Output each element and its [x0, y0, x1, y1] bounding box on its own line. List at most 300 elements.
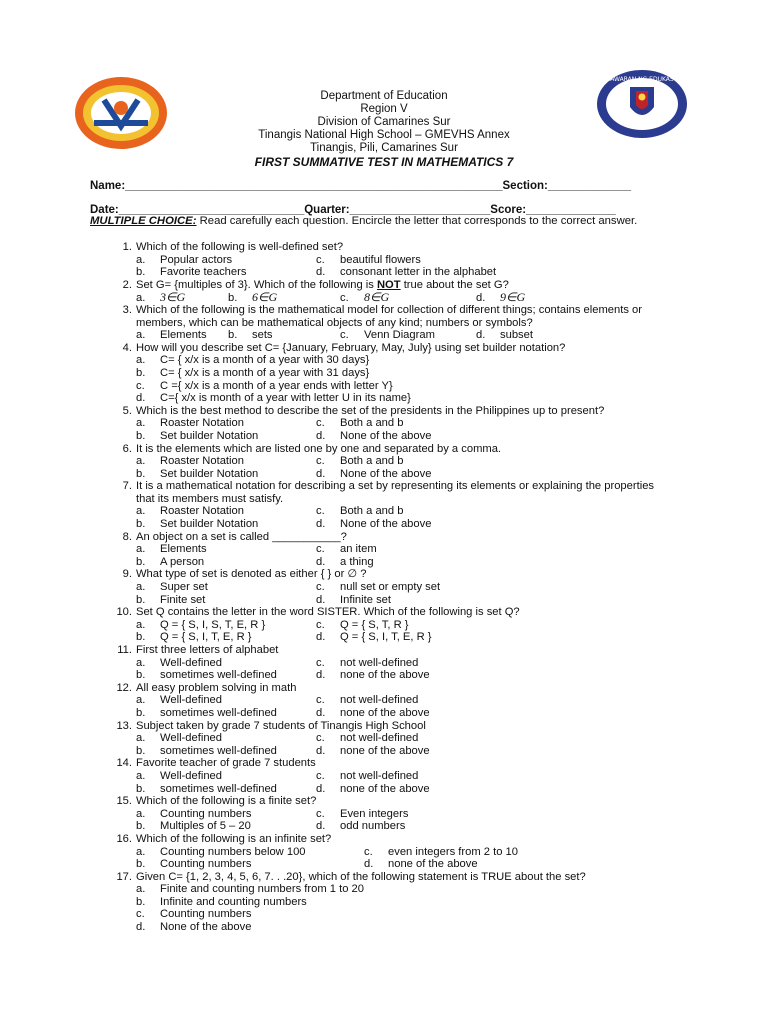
- choice-letter: a.: [136, 354, 146, 367]
- question-item: [112, 644, 672, 682]
- answer-choice[interactable]: [316, 657, 418, 670]
- answer-choice[interactable]: [136, 518, 258, 531]
- question-item: [112, 757, 672, 795]
- answer-choice[interactable]: [316, 505, 403, 518]
- question-number: 11.: [117, 644, 132, 656]
- choice-text: not well-defined: [340, 656, 419, 669]
- choice-letter: b.: [228, 292, 238, 305]
- answer-choice[interactable]: [316, 820, 405, 833]
- question-number: 5.: [122, 404, 132, 417]
- question-text: Which of the following is a finite set?: [136, 795, 317, 808]
- question-number: 14.: [116, 757, 132, 770]
- choices-row: [112, 329, 672, 342]
- choice-letter: b.: [228, 329, 238, 342]
- choice-letter: c.: [316, 769, 325, 782]
- choices-row: [112, 846, 672, 859]
- choices-row: [112, 808, 672, 821]
- question-text: What type of set is denoted as either { } or ∅ ?: [136, 568, 367, 581]
- choices-row: [112, 455, 672, 468]
- choice-text: beautiful flowers: [340, 253, 421, 266]
- choices-row: [112, 883, 672, 896]
- choice-letter: a.: [136, 543, 146, 556]
- answer-choice[interactable]: [364, 858, 478, 871]
- choice-letter: b.: [136, 593, 146, 606]
- answer-choice[interactable]: [364, 846, 518, 859]
- choice-text: Infinite set: [340, 593, 391, 606]
- choices-row: [112, 732, 672, 745]
- choice-text: Finite and counting numbers from 1 to 20: [160, 883, 364, 896]
- choice-letter: b.: [136, 706, 146, 719]
- choice-text: Counting numbers below 100: [160, 845, 306, 858]
- choice-text: C= { x/x is a month of a year with 30 days}: [160, 354, 370, 367]
- choice-letter: d.: [364, 858, 374, 871]
- question-text: Which of the following is the mathematical model for collection of different things; contains elements or members, which can be mathematical objects of any kind; numbers or symbols?: [136, 303, 642, 329]
- question-stem: [112, 644, 672, 657]
- answer-choice[interactable]: [316, 468, 431, 481]
- answer-choice[interactable]: [136, 707, 277, 720]
- choice-text: Roaster Notation: [160, 455, 244, 468]
- choice-text: none of the above: [340, 782, 430, 795]
- choice-text: Well-defined: [160, 694, 222, 707]
- choice-letter: a.: [136, 769, 146, 782]
- question-number: 2.: [122, 278, 132, 291]
- choice-text: 9∈G: [500, 290, 526, 305]
- question-number: 15.: [116, 795, 132, 808]
- choice-text: sets: [252, 329, 273, 342]
- choice-text: Counting numbers: [160, 858, 252, 871]
- answer-choice[interactable]: [316, 783, 430, 796]
- choice-text: None of the above: [340, 467, 432, 480]
- question-stem: [112, 405, 672, 418]
- choice-letter: d.: [316, 266, 326, 279]
- choice-text: Counting numbers: [160, 908, 252, 921]
- choices-row: [112, 657, 672, 670]
- choice-text: Even integers: [340, 807, 409, 820]
- choice-text: Well-defined: [160, 769, 222, 782]
- answer-choice[interactable]: [136, 783, 277, 796]
- answer-choice[interactable]: [136, 291, 185, 305]
- answer-choice[interactable]: [316, 669, 430, 682]
- question-stem: [112, 480, 672, 505]
- choice-text: Super set: [160, 581, 208, 594]
- choice-text: odd numbers: [340, 820, 406, 833]
- choice-text: Well-defined: [160, 732, 222, 745]
- choices-row: [112, 543, 672, 556]
- header-line-address: Tinangis, Pili, Camarines Sur: [310, 142, 458, 154]
- answer-choice[interactable]: [136, 745, 277, 758]
- choices-row: [112, 367, 672, 380]
- choice-letter: c.: [316, 417, 325, 430]
- choice-letter: d.: [136, 392, 146, 405]
- choice-letter: a.: [136, 253, 146, 266]
- choices-row: [112, 669, 672, 682]
- choice-text: Q = { S, T, R }: [340, 618, 409, 631]
- choice-text: sometimes well-defined: [160, 744, 277, 757]
- choice-letter: d.: [476, 329, 486, 342]
- answer-choice[interactable]: [136, 846, 306, 859]
- choice-letter: b.: [136, 782, 146, 795]
- choice-letter: c.: [316, 455, 325, 468]
- choice-letter: b.: [136, 744, 146, 757]
- answer-choice[interactable]: [340, 329, 435, 342]
- choice-text: none of the above: [340, 744, 430, 757]
- choice-letter: d.: [316, 782, 326, 795]
- choice-letter: c.: [316, 694, 325, 707]
- choices-row: [112, 858, 672, 871]
- question-item: [112, 241, 672, 279]
- answer-choice[interactable]: [136, 896, 307, 909]
- question-text: How will you describe set C= {January, February, May, July} using set builder notation?: [136, 341, 566, 354]
- choice-letter: c.: [316, 656, 325, 669]
- choice-letter: d.: [316, 555, 326, 568]
- question-text: Which of the following is an infinite set?: [136, 832, 332, 845]
- choice-text: Both a and b: [340, 417, 404, 430]
- answer-choice[interactable]: [136, 694, 222, 707]
- answer-choice[interactable]: [476, 329, 533, 342]
- question-stem: [112, 342, 672, 355]
- answer-choice[interactable]: [136, 417, 244, 430]
- choices-row: [112, 921, 672, 934]
- choices-row: [112, 468, 672, 481]
- answer-choice[interactable]: [340, 291, 389, 305]
- choice-letter: b.: [136, 895, 146, 908]
- answer-choice[interactable]: [136, 455, 244, 468]
- answer-choice[interactable]: [136, 354, 369, 367]
- question-item: [112, 833, 672, 871]
- answer-choice[interactable]: [316, 430, 431, 443]
- question-text: Set Q contains the letter in the word SISTER. Which of the following is set Q?: [136, 606, 520, 619]
- question-stem: [112, 606, 672, 619]
- choices-row: [112, 392, 672, 405]
- question-stem: [112, 443, 672, 456]
- question-item: [112, 568, 672, 606]
- answer-choice[interactable]: [316, 581, 440, 594]
- choice-text: 8∈G: [364, 290, 390, 305]
- answer-choice[interactable]: [136, 921, 251, 934]
- choice-letter: d.: [316, 518, 326, 531]
- choice-letter: b.: [136, 429, 146, 442]
- choice-text: Favorite teachers: [160, 266, 247, 279]
- choice-letter: a.: [136, 455, 146, 468]
- question-text-part: Set G= {multiples of 3}. Which of the following is: [136, 278, 377, 291]
- date-quarter-score-field[interactable]: Date:_____________________________Quarter:______________________Score:______________: [90, 204, 616, 216]
- multiple-choice-label: MULTIPLE CHOICE:: [90, 215, 197, 227]
- question-stem: [112, 682, 672, 695]
- question-item: [112, 443, 672, 481]
- instructions: [90, 215, 682, 228]
- question-number: 7.: [122, 480, 132, 493]
- question-text: First three letters of alphabet: [136, 644, 279, 656]
- question-number: 6.: [122, 442, 132, 455]
- answer-choice[interactable]: [136, 732, 222, 745]
- choice-text: Infinite and counting numbers: [160, 895, 307, 908]
- choice-letter: d.: [316, 669, 326, 682]
- answer-choice[interactable]: [476, 291, 525, 305]
- choice-text: Q = { S, I, T, E, R }: [160, 631, 252, 644]
- choices-row: [112, 291, 672, 304]
- answer-choice[interactable]: [316, 631, 432, 644]
- question-stem: [112, 241, 672, 254]
- choice-text: Counting numbers: [160, 807, 252, 820]
- choice-letter: a.: [136, 618, 146, 631]
- choice-text: 3∈G: [160, 290, 186, 305]
- choice-text: Q = { S, I, S, T, E, R }: [160, 618, 266, 631]
- choices-row: [112, 380, 672, 393]
- choice-letter: a.: [136, 329, 146, 342]
- choice-letter: b.: [136, 669, 146, 682]
- question-text: Which is the best method to describe the set of the presidents in the Philippines up to present?: [136, 404, 605, 417]
- answer-choice[interactable]: [136, 430, 258, 443]
- answer-choice[interactable]: [316, 770, 418, 783]
- question-number: 13.: [116, 719, 132, 732]
- answer-choice[interactable]: [228, 329, 273, 342]
- choices-row: [112, 505, 672, 518]
- answer-choice[interactable]: [136, 543, 207, 556]
- answer-choice[interactable]: [136, 392, 411, 405]
- choice-letter: b.: [136, 631, 146, 644]
- choice-letter: b.: [136, 858, 146, 871]
- answer-choice[interactable]: [136, 581, 208, 594]
- choice-text: Roaster Notation: [160, 505, 244, 518]
- question-stem: [112, 757, 672, 770]
- choice-text: Q = { S, I, T, E, R }: [340, 631, 432, 644]
- choice-text: not well-defined: [340, 732, 419, 745]
- choice-letter: c.: [136, 908, 145, 921]
- choice-letter: a.: [136, 807, 146, 820]
- question-emphasis: NOT: [376, 278, 401, 291]
- question-text: It is the elements which are listed one by one and separated by a comma.: [136, 442, 502, 455]
- choices-row: [112, 631, 672, 644]
- question-item: [112, 279, 672, 304]
- answer-choice[interactable]: [316, 694, 418, 707]
- choice-letter: d.: [316, 429, 326, 442]
- answer-choice[interactable]: [136, 820, 251, 833]
- answer-choice[interactable]: [316, 455, 403, 468]
- question-number: 10.: [116, 606, 132, 619]
- question-item: [112, 682, 672, 720]
- choice-letter: b.: [136, 820, 146, 833]
- answer-choice[interactable]: [316, 745, 430, 758]
- answer-choice[interactable]: [316, 619, 409, 632]
- answer-choice[interactable]: [316, 556, 374, 569]
- choice-letter: a.: [136, 845, 146, 858]
- choice-text: Elements: [160, 543, 207, 556]
- choice-letter: a.: [136, 581, 146, 594]
- choice-text: C ={ x/x is a month of a year ends with letter Y}: [160, 379, 393, 392]
- answer-choice[interactable]: [136, 619, 265, 632]
- choices-row: [112, 770, 672, 783]
- choice-text: consonant letter in the alphabet: [340, 266, 497, 279]
- question-number: 1.: [122, 241, 132, 253]
- answer-choice[interactable]: [136, 858, 251, 871]
- choice-letter: b.: [136, 555, 146, 568]
- choice-letter: a.: [136, 883, 146, 896]
- answer-choice[interactable]: [136, 594, 205, 607]
- question-number: 12.: [116, 681, 132, 694]
- answer-choice[interactable]: [136, 367, 369, 380]
- choice-letter: c.: [316, 543, 325, 556]
- choice-letter: d.: [316, 593, 326, 606]
- header-line-school: Tinangis National High School – GMEVHS Annex: [258, 129, 510, 141]
- question-item: [112, 871, 672, 934]
- choice-text: Roaster Notation: [160, 417, 244, 430]
- question-item: [112, 720, 672, 758]
- choice-text: null set or empty set: [340, 581, 441, 594]
- choice-letter: c.: [136, 379, 145, 392]
- choices-row: [112, 783, 672, 796]
- choices-row: [112, 820, 672, 833]
- question-stem: [112, 531, 672, 544]
- answer-choice[interactable]: [136, 329, 207, 342]
- choice-letter: d.: [316, 706, 326, 719]
- answer-choice[interactable]: [316, 732, 418, 745]
- question-text: Subject taken by grade 7 students of Tinangis High School: [136, 719, 426, 732]
- choice-text: an item: [340, 543, 377, 556]
- answer-choice[interactable]: [136, 380, 393, 393]
- instructions-text: Read carefully each question. Encircle the letter that corresponds to the correct answer.: [196, 215, 638, 227]
- choices-row: [112, 354, 672, 367]
- question-item: [112, 606, 672, 644]
- question-text: [136, 279, 672, 292]
- answer-choice[interactable]: [136, 808, 251, 821]
- answer-choice[interactable]: [316, 594, 391, 607]
- question-text: It is a mathematical notation for describing a set by representing its elements or explaining the properties that its members must satisfy.: [136, 480, 655, 505]
- question-number: 9.: [122, 568, 132, 581]
- choice-text: A person: [160, 555, 205, 568]
- choice-letter: a.: [136, 656, 146, 669]
- choice-letter: a.: [136, 292, 146, 305]
- answer-choice[interactable]: [136, 505, 244, 518]
- question-text: Given C= {1, 2, 3, 4, 5, 6, 7. . .20}, which of the following statement is TRUE about the set?: [136, 870, 586, 883]
- choice-letter: c.: [316, 505, 325, 518]
- choice-text: Venn Diagram: [364, 329, 435, 342]
- choice-letter: b.: [136, 467, 146, 480]
- question-stem: [112, 795, 672, 808]
- choice-text: Multiples of 5 – 20: [160, 820, 251, 833]
- choice-text: None of the above: [340, 429, 432, 442]
- question-stem: [112, 279, 672, 292]
- choice-letter: a.: [136, 417, 146, 430]
- choice-text: None of the above: [160, 921, 252, 934]
- choice-text: 6∈G: [252, 290, 278, 305]
- document-header: [0, 90, 768, 169]
- question-text: Which of the following is well-defined set?: [136, 241, 344, 253]
- choice-letter: d.: [316, 744, 326, 757]
- answer-choice[interactable]: [316, 707, 430, 720]
- question-stem: [112, 304, 672, 329]
- choice-letter: a.: [136, 732, 146, 745]
- choice-text: a thing: [340, 555, 374, 568]
- question-number: 8.: [122, 530, 132, 543]
- answer-choice[interactable]: [136, 669, 277, 682]
- header-line-department: Department of Education: [320, 90, 448, 102]
- choices-row: [112, 896, 672, 909]
- answer-choice[interactable]: [136, 266, 246, 279]
- answer-choice[interactable]: [316, 543, 377, 556]
- question-number: 16.: [116, 832, 132, 845]
- answer-choice[interactable]: [228, 291, 277, 305]
- question-number: 17.: [116, 870, 132, 883]
- choice-letter: c.: [316, 253, 325, 266]
- choice-letter: c.: [364, 845, 373, 858]
- question-list: [112, 241, 672, 934]
- choices-row: [112, 619, 672, 632]
- choice-letter: b.: [136, 518, 146, 531]
- answer-choice[interactable]: [316, 254, 421, 267]
- answer-choice[interactable]: [316, 417, 403, 430]
- choice-text: not well-defined: [340, 769, 419, 782]
- answer-choice[interactable]: [316, 266, 496, 279]
- choices-row: [112, 254, 672, 267]
- choices-row: [112, 430, 672, 443]
- answer-choice[interactable]: [316, 808, 408, 821]
- answer-choice[interactable]: [136, 254, 232, 267]
- choice-letter: c.: [316, 581, 325, 594]
- question-stem: [112, 871, 672, 884]
- answer-choice[interactable]: [136, 883, 364, 896]
- question-number: 4.: [122, 341, 132, 354]
- question-item: [112, 480, 672, 530]
- choice-text: Elements: [160, 329, 207, 342]
- answer-choice[interactable]: [136, 770, 222, 783]
- header-line-region: Region V: [360, 103, 408, 115]
- choices-row: [112, 745, 672, 758]
- choices-row: [112, 694, 672, 707]
- answer-choice[interactable]: [136, 631, 252, 644]
- choice-text: Well-defined: [160, 656, 222, 669]
- question-text-part: true about the set G?: [400, 278, 509, 291]
- choices-row: [112, 417, 672, 430]
- test-title: FIRST SUMMATIVE TEST IN MATHEMATICS 7: [254, 155, 514, 169]
- answer-choice[interactable]: [136, 657, 222, 670]
- answer-choice[interactable]: [136, 908, 251, 921]
- choice-letter: d.: [476, 292, 486, 305]
- choice-letter: c.: [340, 329, 349, 342]
- question-item: [112, 405, 672, 443]
- question-stem: [112, 568, 672, 581]
- choices-row: [112, 518, 672, 531]
- choice-text: Both a and b: [340, 505, 404, 518]
- deped-seal-text: KAGAWARAN NG EDUKASYON: [597, 76, 687, 83]
- choice-text: none of the above: [340, 669, 430, 682]
- choice-letter: b.: [136, 366, 146, 379]
- choices-row: [112, 594, 672, 607]
- choice-letter: a.: [136, 505, 146, 518]
- choice-letter: c.: [316, 807, 325, 820]
- choice-text: not well-defined: [340, 694, 419, 707]
- question-stem: [112, 833, 672, 846]
- question-number: 3.: [122, 303, 132, 316]
- choice-letter: d.: [136, 921, 146, 934]
- answer-choice[interactable]: [136, 556, 204, 569]
- choices-row: [112, 707, 672, 720]
- answer-choice[interactable]: [136, 468, 258, 481]
- choice-text: Finite set: [160, 593, 206, 606]
- question-item: [112, 795, 672, 833]
- choice-letter: d.: [316, 631, 326, 644]
- choice-text: Popular actors: [160, 253, 233, 266]
- choice-text: sometimes well-defined: [160, 706, 277, 719]
- choice-letter: d.: [316, 820, 326, 833]
- name-section-field[interactable]: Name:___________________________________________________________Section:_____________: [90, 180, 632, 192]
- header-line-division: Division of Camarines Sur: [317, 116, 451, 128]
- question-item: [112, 531, 672, 569]
- choice-text: Set builder Notation: [160, 429, 259, 442]
- question-stem: [112, 720, 672, 733]
- question-text: All easy problem solving in math: [136, 681, 297, 694]
- answer-choice[interactable]: [316, 518, 431, 531]
- choice-text: subset: [500, 329, 533, 342]
